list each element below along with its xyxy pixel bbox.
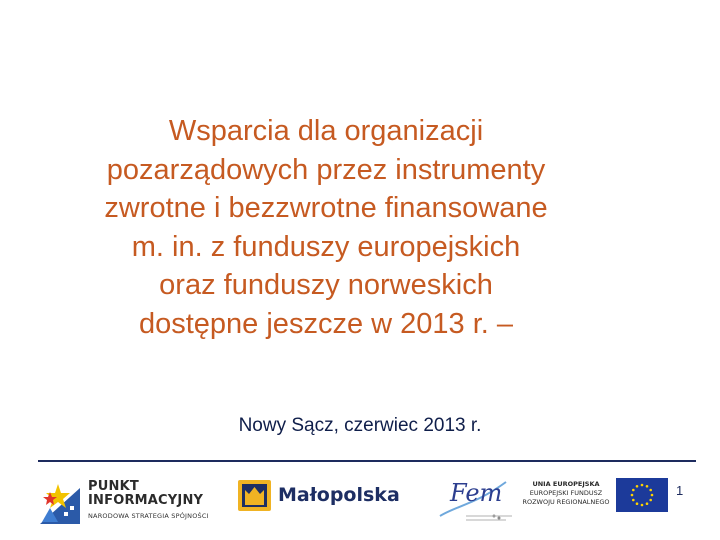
pi-subtext: NARODOWA STRATEGIA SPÓJNOŚCI	[88, 512, 209, 520]
eu-text	[520, 480, 612, 507]
eu-logo	[520, 478, 670, 514]
slide-title	[40, 112, 612, 343]
page-number: 1	[676, 483, 684, 498]
malopolska-crown-logo	[238, 480, 271, 511]
punkt-informacyjny-star-logo	[40, 478, 80, 524]
punkt-informacyjny-logo	[40, 472, 230, 534]
eu-flag-icon	[616, 478, 668, 512]
title-line: oraz funduszy norweskich	[159, 269, 493, 301]
eu-line2: EUROPEJSKI FUNDUSZ	[529, 489, 603, 497]
title-line: pozarządowych przez instrumenty	[106, 153, 546, 186]
malopolska-label: Małopolska	[278, 484, 400, 506]
fem-logo	[436, 476, 516, 526]
footer-logos	[0, 462, 720, 540]
eu-line3: ROZWOJU REGIONALNEGO	[522, 498, 610, 506]
fem-label: Fem	[450, 479, 503, 507]
title-line: Wsparcia dla organizacji	[168, 115, 484, 147]
title-line: m. in. z funduszy europejskich	[131, 230, 521, 263]
title-line: zwrotne i bezzwrotne finansowane	[104, 192, 548, 224]
pi-line2: INFORMACYJNY	[88, 493, 204, 508]
slide-subtitle: Nowy Sącz, czerwiec 2013 r.	[238, 415, 482, 436]
pi-line1: PUNKT	[88, 479, 139, 494]
malopolska-logo	[238, 478, 413, 514]
eu-line1: UNIA EUROPEJSKA	[532, 480, 600, 488]
title-line: dostępne jeszcze w 2013 r. –	[138, 307, 513, 340]
punkt-informacyjny-text	[88, 480, 209, 520]
